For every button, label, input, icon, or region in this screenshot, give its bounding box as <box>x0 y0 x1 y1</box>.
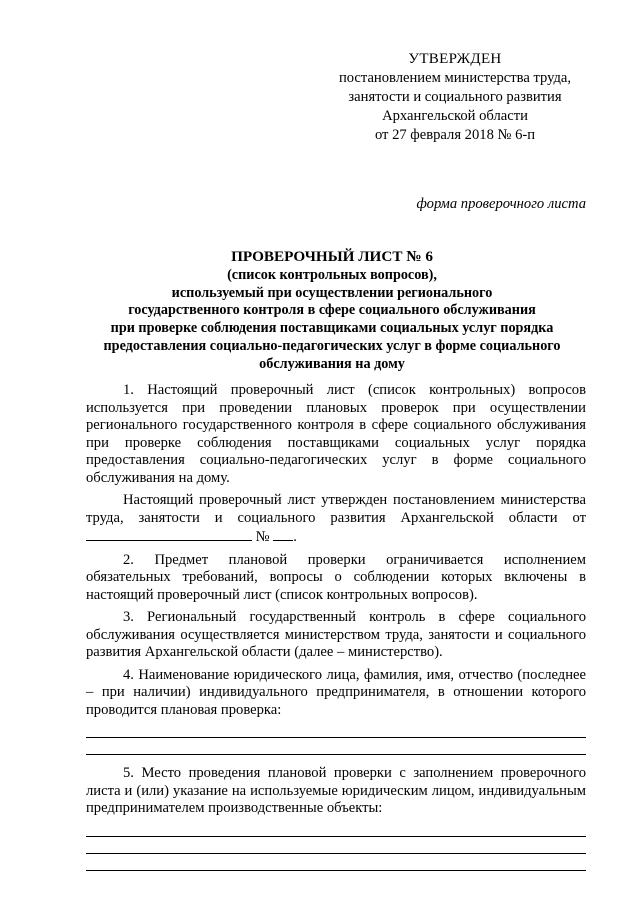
approved-end: . <box>293 529 297 545</box>
number-sign: № <box>255 529 270 545</box>
fill-line[interactable] <box>86 754 586 755</box>
approval-stamp <box>330 50 580 145</box>
approved-text: Настоящий проверочный лист утвержден постановлением министерства труда, занятости и социального развития Архангельской области от <box>86 492 586 526</box>
fill-line[interactable] <box>86 853 586 854</box>
heading-line-1: (список контрольных вопросов), <box>227 266 437 283</box>
fill-line[interactable] <box>86 870 586 871</box>
date-blank-field[interactable] <box>86 527 252 541</box>
approval-title: УТВЕРЖДЕН <box>408 51 502 67</box>
fill-line[interactable] <box>86 737 586 738</box>
approval-line-4: от 27 февраля 2018 № 6-п <box>374 127 536 143</box>
paragraph-3: 3. Региональный государственный контроль в сфере социального обслуживания осуществляется министерством труда, занятости и социального развития Архангельской области (далее – министерство). <box>86 609 586 660</box>
approval-line-3: Архангельской области <box>382 108 528 124</box>
approval-line-1: постановлением министерства труда, <box>338 70 572 86</box>
location-fill-lines <box>86 836 586 871</box>
heading-line-6: обслуживания на дому <box>259 355 405 372</box>
heading-line-2: используемый при осуществлении регионального <box>171 284 493 301</box>
number-blank-field[interactable] <box>273 527 293 541</box>
document-title: ПРОВЕРОЧНЫЙ ЛИСТ № 6 <box>231 248 433 265</box>
paragraph-2: 2. Предмет плановой проверки ограничивается исполнением обязательных требований, вопросы о соблюдении которых включены в настоящий проверочный лист (список контрольных вопросов). <box>86 551 586 603</box>
entity-name-fill-lines <box>86 737 586 755</box>
paragraph-5: 5. Место проведения плановой проверки с заполнением проверочного листа и (или) указание на используемые юридическим лицом, индивидуальным предпринимателем производственные объекты: <box>86 765 586 816</box>
paragraph-approved <box>86 492 586 547</box>
paragraph-1: 1. Настоящий проверочный лист (список контрольных) вопросов используется при проведении плановых проверок при осуществлении регионального государственного контроля в сфере социального обслуживания при проверке соблюдения поставщиками социальных услуг порядка предоставления социально-педагогических услуг в форме социального обслуживания на дому. <box>86 382 586 486</box>
heading-line-3: государственного контроля в сфере социального обслуживания <box>128 302 536 319</box>
document-body <box>86 382 586 871</box>
fill-line[interactable] <box>86 836 586 837</box>
heading-line-5: предоставления социально-педагогических услуг в форме социального <box>103 337 561 354</box>
approval-line-2: занятости и социального развития <box>348 89 562 105</box>
paragraph-4: 4. Наименование юридического лица, фамилия, имя, отчество (последнее – при наличии) индивидуального предпринимателя, в отношении которого проводится плановая проверка: <box>86 666 586 718</box>
document-heading <box>82 248 582 374</box>
form-note: форма проверочного листа <box>416 196 586 212</box>
heading-line-4: при проверке соблюдения поставщиками социальных услуг порядка <box>110 320 554 337</box>
